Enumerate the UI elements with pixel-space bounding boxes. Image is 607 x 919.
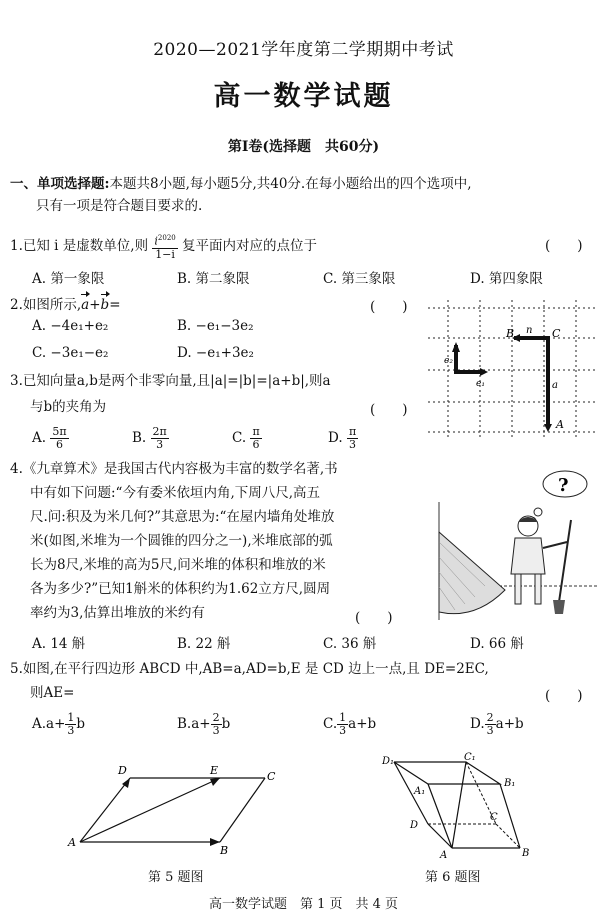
q5-c-label: C. [323, 716, 338, 732]
q3-option-b [132, 426, 169, 451]
q3-a-label: A. [32, 430, 47, 446]
q5-answer-paren: ( ) [545, 688, 583, 704]
q4-rice-pile-illustration [425, 462, 600, 622]
svg-text:?: ? [558, 475, 569, 496]
q5-d-t2: a+b [495, 716, 524, 732]
q1-fraction [152, 232, 177, 261]
part1-desc-2: 只有一项是符合题目要求的. [36, 198, 203, 214]
q1-pre: 1.已知 i 是虚数单位,则 [10, 237, 149, 254]
fig5-label-d: D [118, 764, 127, 777]
grid-label-n: n [526, 325, 533, 336]
q5-b-t2: b [221, 716, 231, 732]
grid-label-b: B [506, 327, 515, 340]
grid-label-a: a [552, 380, 558, 391]
fig6-label-c1: C₁ [464, 752, 476, 763]
q3-d-den: 3 [349, 438, 357, 451]
exam-title: 高一数学试题 [213, 81, 394, 112]
q5-option-d [470, 712, 524, 737]
fig6-parallelepiped [378, 752, 538, 862]
fig5-label-a: A [68, 836, 76, 849]
fig6-label-c: C [490, 812, 498, 823]
q4-option-c: C. 36 斛 [323, 636, 377, 652]
q1-frac-sup: 2020 [157, 234, 176, 242]
fig5-label-c: C [267, 770, 276, 783]
q2-post: = [109, 297, 121, 313]
q3-a-num: 5π [52, 425, 67, 438]
q5-line1: 5.如图,在平行四边形 ABCD 中,AB=a,AD=b,E 是 CD 边上一点,且 DE=2EC, [10, 661, 489, 677]
q4-line-4: 米(如图,米堆为一个圆锥的四分之一),米堆底部的弧 [30, 533, 333, 549]
q3-option-a [32, 426, 69, 451]
exam-year-line: 2020—2021学年度第二学期期中考试 [153, 40, 454, 60]
fig6-label-b1: B₁ [504, 778, 516, 789]
q5-d-label: D. [470, 716, 485, 732]
q4-line-7: 率约为3,估算出堆放的米约有 [30, 605, 205, 621]
section-title: 第Ⅰ卷(选择题 共60分) [227, 139, 380, 155]
q4-answer-paren: ( ) [355, 610, 393, 626]
q4-line-3: 尺.问:积及为米几何?”其意思为:“在屋内墙角处堆放 [30, 509, 335, 525]
q5-d-den: 3 [486, 724, 494, 737]
q5-a-t2: b [76, 716, 86, 732]
q4-line-5: 长为8尺,米堆的高为5尺,问米堆的体积和堆放的米 [30, 557, 326, 573]
q2-option-a: A. −4e₁+e₂ [32, 318, 109, 334]
q4-line-2: 中有如下问题:“今有委米依垣内角,下周八尺,高五 [30, 485, 321, 501]
part1-label: 一、单项选择题: [10, 176, 110, 192]
q4-option-b: B. 22 斛 [177, 636, 231, 652]
fig6-label-a: A [440, 850, 448, 861]
q4-option-a: A. 14 斛 [32, 636, 86, 652]
q3-a-den: 6 [55, 438, 63, 451]
part1-desc-1: 本题共8小题,每小题5分,共40分.在每小题给出的四个选项中, [109, 176, 472, 192]
q1-option-c: C. 第三象限 [323, 271, 396, 287]
q3-b-label: B. [132, 430, 147, 446]
fig6-label-b: B [522, 848, 530, 859]
q4-option-d: D. 66 斛 [470, 636, 524, 652]
fig6-label-d: D [410, 820, 419, 831]
q1-option-b: B. 第二象限 [177, 271, 250, 287]
q5-a-label: A. [32, 716, 47, 732]
q2-option-d: D. −e₁+3e₂ [177, 345, 254, 361]
q3-c-label: C. [232, 430, 247, 446]
q5-b-t1: a+ [191, 716, 211, 732]
q5-c-t2: a+b [348, 716, 377, 732]
q5-option-c [323, 712, 376, 737]
fig5-label-b: B [220, 844, 229, 857]
q3-d-label: D. [328, 430, 343, 446]
q1-option-a: A. 第一象限 [32, 271, 105, 287]
page-footer: 高一数学试题 第 1 页 共 4 页 [208, 897, 399, 912]
q5-c-num: 1 [339, 711, 347, 724]
grid-label-e2: e₂ [444, 356, 453, 366]
fig6-label-d1: D₁ [382, 756, 395, 767]
q2-option-b: B. −e₁−3e₂ [177, 318, 254, 334]
q2-pre: 2.如图所示, [10, 297, 82, 313]
q3-line1: 3.已知向量a,b是两个非零向量,且|a|=|b|=|a+b|,则a [10, 373, 331, 389]
q3-option-c [232, 426, 262, 451]
q5-a-num: 1 [67, 711, 75, 724]
q5-a-t1: a+ [46, 716, 66, 732]
q3-c-den: 6 [252, 438, 260, 451]
q5-d-num: 2 [486, 711, 494, 724]
q3-answer-paren: ( ) [370, 402, 408, 418]
q3-c-num: π [252, 425, 260, 438]
q2-grid-figure [428, 300, 598, 440]
fig5-caption: 第 5 题图 [148, 870, 204, 885]
q4-line-1: 4.《九章算术》是我国古代内容极为丰富的数学名著,书 [10, 461, 338, 477]
q1-answer-paren: ( ) [545, 238, 583, 254]
fig6-label-a1: A₁ [414, 786, 426, 797]
q1-frac-den: 1−i [155, 247, 175, 261]
q5-option-b [177, 712, 230, 737]
q5-b-den: 3 [212, 724, 220, 737]
grid-label-e1: e₁ [476, 379, 485, 389]
q1-post: 复平面内对应的点位于 [182, 237, 318, 254]
q1-stem [10, 232, 317, 261]
q1-option-d: D. 第四象限 [470, 271, 543, 287]
grid-label-c: C [552, 327, 561, 340]
q4-line-6: 各为多少?”已知1斛米的体积约为1.62立方尺,圆周 [30, 581, 331, 597]
q5-c-den: 3 [339, 724, 347, 737]
q5-b-num: 2 [212, 711, 220, 724]
q3-d-num: π [348, 425, 357, 438]
part1-line1 [10, 175, 472, 193]
q3-line2: 与b的夹角为 [30, 399, 107, 415]
q5-a-den: 3 [67, 724, 75, 737]
q2-option-c: C. −3e₁−e₂ [32, 345, 109, 361]
q5-line2: 则AE= [30, 685, 75, 701]
q5-option-a [32, 712, 85, 737]
q3-b-den: 3 [156, 438, 164, 451]
fig5-label-e: E [210, 764, 219, 777]
q5-b-label: B. [177, 716, 192, 732]
grid-label-A: A [556, 418, 564, 431]
q3-b-num: 2π [152, 425, 167, 438]
q2-stem: 2.如图所示,a+b= [10, 293, 121, 314]
fig6-caption: 第 6 题图 [425, 870, 481, 885]
q1-frac-num: i [154, 234, 158, 248]
q2-answer-paren: ( ) [370, 299, 408, 315]
fig5-parallelogram [60, 758, 290, 858]
q3-option-d [328, 426, 358, 451]
